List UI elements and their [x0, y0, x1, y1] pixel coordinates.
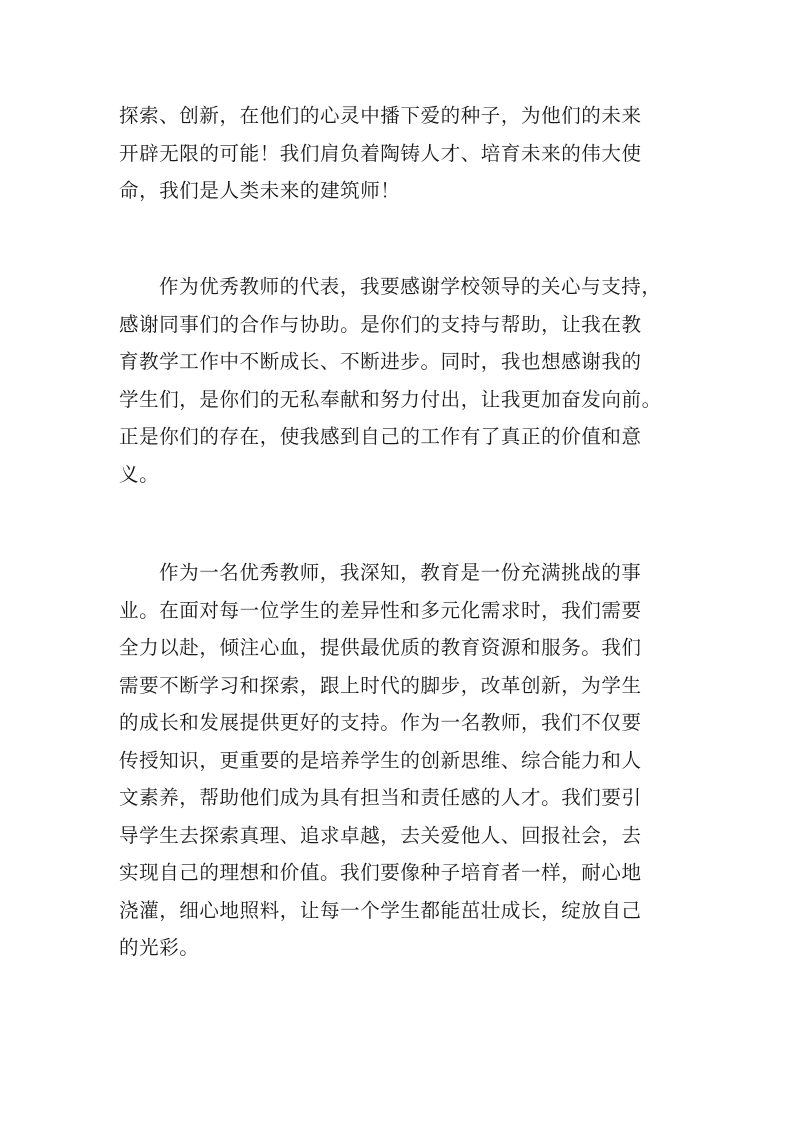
text-line: 需要不断学习和探索，跟上时代的脚步，改革创新，为学生: [119, 673, 642, 697]
text-line: 实现自己的理想和价值。我们要像种子培育者一样，耐心地: [119, 861, 642, 884]
text-line: 命，我们是人类未来的建筑师！: [119, 179, 401, 202]
text-line: 浇灌，细心地照料，让每一个学生都能茁壮成长，绽放自己: [119, 898, 642, 922]
text-line: 传授知识，更重要的是培养学生的创新思维、综合能力和人: [119, 748, 642, 772]
text-line: 导学生去探索真理、追求卓越，去关爱他人、回报社会，去: [119, 823, 642, 847]
text-line: 感谢同事们的合作与协助。是你们的支持与帮助，让我在教: [119, 312, 642, 336]
paragraph-2: [119, 268, 679, 493]
text-line: 育教学工作中不断成长、不断进步。同时，我也想感谢我的: [119, 350, 642, 373]
text-line: 业。在面对每一位学生的差异性和多元化需求时，我们需要: [119, 598, 642, 622]
text-line: 作为优秀教师的代表，我要感谢学校领导的关心与支持，: [159, 275, 662, 298]
text-line: 义。: [119, 462, 160, 486]
text-line: 全力以赴，倾注心血，提供最优质的教育资源和服务。我们: [119, 636, 642, 659]
text-line: 正是你们的存在，使我感到自己的工作有了真正的价值和意: [119, 425, 642, 448]
paragraph-1: [119, 97, 679, 210]
text-line: 探索、创新，在他们的心灵中播下爱的种子，为他们的未来: [119, 104, 642, 127]
paragraph-3: [119, 554, 679, 967]
text-line: 作为一名优秀教师，我深知，教育是一份充满挑战的事: [159, 561, 642, 584]
text-line: 的成长和发展提供更好的支持。作为一名教师，我们不仅要: [119, 711, 642, 734]
text-line: 的光彩。: [119, 936, 200, 959]
text-line: 开辟无限的可能！我们肩负着陶铸人才、培育未来的伟大使: [119, 141, 642, 165]
text-line: 学生们，是你们的无私奉献和努力付出，让我更加奋发向前。: [119, 387, 662, 411]
text-line: 文素养，帮助他们成为具有担当和责任感的人才。我们要引: [119, 786, 642, 809]
